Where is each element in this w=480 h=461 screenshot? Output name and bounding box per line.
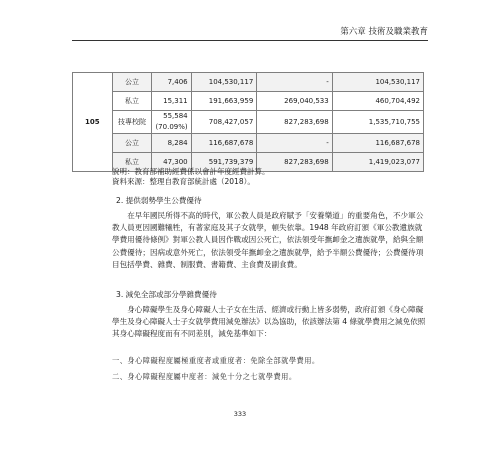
- note-explanation: 說明：教育部補助經費係以會計年度經費計算。: [112, 167, 270, 176]
- value-cell: 591,739,379: [191, 153, 257, 172]
- table-row: [73, 134, 424, 153]
- list-item: 二、身心障礙程度屬中度者：減免十分之七就學費用。: [112, 372, 297, 381]
- note-source: 資料來源：整理自教育部統計處（2018）。: [112, 177, 255, 186]
- total-cell: 116,687,678: [332, 134, 423, 153]
- value-cell: -: [257, 73, 332, 92]
- table-row: [73, 92, 424, 111]
- value-cell: 269,040,533: [257, 92, 332, 111]
- value-cell: 827,283,698: [257, 111, 332, 134]
- count-cell: 7,406: [152, 73, 191, 92]
- count-value: 55,584: [163, 112, 188, 120]
- total-cell: 1,419,023,077: [332, 153, 423, 172]
- category-cell: 技專校院: [112, 111, 152, 134]
- page-header: [72, 24, 428, 41]
- value-cell: 116,687,678: [191, 134, 257, 153]
- page-number: 333: [233, 410, 247, 418]
- category-cell: 私立: [112, 92, 152, 111]
- value-cell: 708,427,057: [191, 111, 257, 134]
- table-row: [73, 111, 424, 134]
- total-cell: 1,535,710,755: [332, 111, 423, 134]
- category-cell: 私立: [112, 153, 152, 172]
- count-cell: 15,311: [152, 92, 191, 111]
- count-cell: 8,284: [152, 134, 191, 153]
- count-percent: (70.09%): [155, 123, 188, 131]
- year-cell: 105: [73, 73, 113, 172]
- section-2-paragraph: 在早年國民所得不高的時代，軍公教人員是政府賦予「安養樂道」的重要角色，不少軍公教人員更因國難犧牲，有著家庭及其子女就學，頓失依靠。1948 年政府訂頒《軍公教遺族就學費用優待條例》對軍公教人員因作戰或因公死亡，依法領受年撫卹金之遺族就學，給與全額公費優待；因病或意外死亡，依法領受年撫卹金之遺族就學，給予半額公費優待；公費優待項目包括學費、雜費、制服費、書籍費、主食費及副食費。: [112, 211, 424, 269]
- value-cell: 104,530,117: [191, 73, 257, 92]
- table-row: [73, 73, 424, 92]
- value-cell: -: [257, 134, 332, 153]
- chapter-title: 第六章 技術及職業教育: [340, 27, 428, 37]
- section-3-title: 3. 減免全部或部分學雜費優待: [116, 290, 217, 299]
- value-cell: 191,663,959: [191, 92, 257, 111]
- count-cell: 47,300: [152, 153, 191, 172]
- count-cell: [152, 111, 191, 134]
- table-notes: [112, 167, 270, 187]
- section-2-title: 2. 提供弱勢學生公費優待: [116, 196, 202, 205]
- funding-table: [72, 72, 424, 172]
- list-item: 一、身心障礙程度屬極重度者或重度者：免除全部就學費用。: [112, 356, 320, 365]
- category-cell: 公立: [112, 134, 152, 153]
- value-cell: 827,283,698: [257, 153, 332, 172]
- total-cell: 460,704,492: [332, 92, 423, 111]
- total-cell: 104,530,117: [332, 73, 423, 92]
- section-3-paragraph: 身心障礙學生及身心障礙人士子女在生活、經濟或行動上皆多弱勢，政府訂頒《身心障礙學生及身心障礙人士子女就學費用減免辦法》以為協助，依該辦法第 4 條就學費用之減免依照其身心障礙程度而有不同差別，減免基準如下：: [112, 305, 426, 339]
- category-cell: 公立: [112, 73, 152, 92]
